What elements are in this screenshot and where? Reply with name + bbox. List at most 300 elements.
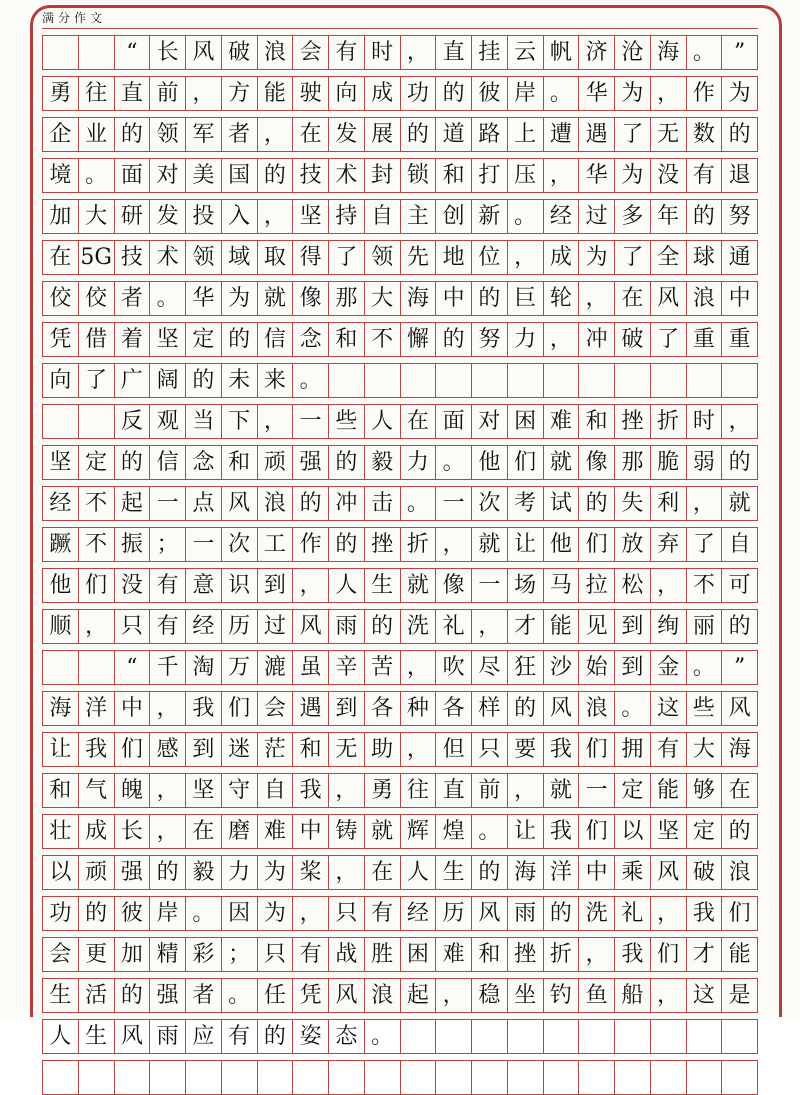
grid-cell: 战 — [329, 938, 365, 971]
grid-cell: 蹶 — [43, 528, 79, 561]
grid-cell — [329, 364, 365, 397]
grid-cell: 乘 — [615, 856, 651, 889]
grid-cell: 军 — [186, 118, 222, 151]
grid-cell: 冲 — [579, 323, 615, 356]
grid-cell: 铸 — [329, 815, 365, 848]
grid-row-cells — [42, 281, 758, 315]
grid-cell: 的 — [222, 323, 258, 356]
grid-cell: 。 — [687, 651, 723, 684]
grid-cell: ， — [472, 610, 508, 643]
grid-cell: 丽 — [687, 610, 723, 643]
grid-cell: 。 — [615, 692, 651, 725]
grid-cell: 的 — [722, 118, 758, 151]
grid-cell: 为 — [579, 241, 615, 274]
grid-cell: 只 — [258, 938, 294, 971]
grid-cell — [687, 1061, 723, 1094]
grid-cell: 信 — [258, 323, 294, 356]
grid-cell: 的 — [401, 118, 437, 151]
grid-cell: 让 — [508, 528, 544, 561]
grid-cell: 的 — [508, 692, 544, 725]
grid-cell: 对 — [150, 159, 186, 192]
grid-cell: 。 — [544, 77, 580, 110]
grid-cell: 放 — [615, 528, 651, 561]
grid-cell: 样 — [472, 692, 508, 725]
grid-cell: 为 — [258, 897, 294, 930]
grid-row-cells — [42, 1019, 758, 1053]
grid-cell: 坐 — [508, 979, 544, 1012]
grid-cell: 大 — [79, 200, 115, 233]
grid-cell: 困 — [508, 405, 544, 438]
grid-row-cells — [42, 240, 758, 274]
grid-row — [42, 520, 758, 561]
grid-cell: ， — [651, 897, 687, 930]
grid-cell: 稳 — [472, 979, 508, 1012]
grid-cell: 下 — [222, 405, 258, 438]
grid-cell: 能 — [544, 610, 580, 643]
grid-cell: 虽 — [293, 651, 329, 684]
grid-cell: 有 — [329, 36, 365, 69]
grid-cell: ， — [293, 569, 329, 602]
grid-cell: 者 — [186, 979, 222, 1012]
grid-cell — [508, 364, 544, 397]
grid-cell: 未 — [222, 364, 258, 397]
grid-cell: 们 — [651, 938, 687, 971]
grid-cell: 帆 — [544, 36, 580, 69]
grid-cell: 强 — [115, 856, 151, 889]
grid-cell: 凭 — [293, 979, 329, 1012]
grid-cell: 遇 — [579, 118, 615, 151]
grid-cell — [79, 651, 115, 684]
grid-cell: 我 — [79, 733, 115, 766]
grid-cell — [115, 1061, 151, 1094]
grid-cell — [544, 1061, 580, 1094]
grid-row — [42, 69, 758, 110]
grid-cell: ， — [508, 241, 544, 274]
grid-cell: 以 — [43, 856, 79, 889]
grid-cell: 向 — [329, 77, 365, 110]
grid-cell: 辉 — [401, 815, 437, 848]
grid-cell: 难 — [436, 938, 472, 971]
grid-cell: 绚 — [651, 610, 687, 643]
grid-cell: 球 — [687, 241, 723, 274]
grid-cell: 路 — [472, 118, 508, 151]
grid-row — [42, 233, 758, 274]
grid-cell: 经 — [186, 610, 222, 643]
grid-cell: 。 — [472, 815, 508, 848]
grid-cell: 能 — [651, 774, 687, 807]
grid-row — [42, 315, 758, 356]
grid-cell: 境 — [43, 159, 79, 192]
grid-cell: 漉 — [258, 651, 294, 684]
grid-cell: 者 — [115, 282, 151, 315]
grid-cell: 阔 — [150, 364, 186, 397]
grid-cell: 念 — [186, 446, 222, 479]
grid-cell: 的 — [115, 979, 151, 1012]
grid-row-cells — [42, 158, 758, 192]
grid-cell — [472, 1020, 508, 1053]
grid-cell: 人 — [43, 1020, 79, 1053]
grid-cell: 了 — [615, 118, 651, 151]
grid-cell: ， — [150, 774, 186, 807]
grid-cell: 桨 — [293, 856, 329, 889]
grid-cell: 风 — [329, 979, 365, 1012]
grid-cell — [79, 36, 115, 69]
grid-cell: 念 — [293, 323, 329, 356]
grid-cell: 经 — [401, 897, 437, 930]
grid-cell: 直 — [115, 77, 151, 110]
grid-cell — [722, 364, 758, 397]
grid-cell: 术 — [150, 241, 186, 274]
grid-cell: 风 — [722, 692, 758, 725]
grid-cell: 们 — [79, 569, 115, 602]
grid-cell: 和 — [293, 733, 329, 766]
grid-cell: 长 — [115, 815, 151, 848]
grid-cell: 浪 — [258, 36, 294, 69]
grid-cell: 彼 — [472, 77, 508, 110]
grid-cell: 坚 — [293, 200, 329, 233]
grid-cell: 和 — [472, 938, 508, 971]
grid-row — [42, 971, 758, 1012]
grid-cell: ， — [186, 77, 222, 110]
grid-cell: 成 — [544, 241, 580, 274]
grid-row-cells — [42, 35, 758, 69]
grid-cell: 海 — [43, 692, 79, 725]
grid-cell: 有 — [150, 569, 186, 602]
grid-cell: ， — [436, 979, 472, 1012]
grid-cell: 在 — [293, 118, 329, 151]
grid-cell — [436, 1061, 472, 1094]
grid-cell: 佼 — [79, 282, 115, 315]
grid-cell: 就 — [722, 487, 758, 520]
grid-cell: 们 — [579, 733, 615, 766]
grid-cell: 煌 — [436, 815, 472, 848]
grid-cell: 和 — [329, 323, 365, 356]
grid-cell: 国 — [222, 159, 258, 192]
grid-cell: 挂 — [472, 36, 508, 69]
grid-cell: 中 — [115, 692, 151, 725]
grid-cell: 风 — [293, 610, 329, 643]
grid-row-cells — [42, 650, 758, 684]
grid-cell — [615, 1020, 651, 1053]
grid-cell: ” — [722, 36, 758, 69]
grid-cell: 业 — [79, 118, 115, 151]
grid-cell: 那 — [329, 282, 365, 315]
grid-cell — [436, 364, 472, 397]
grid-row-cells — [42, 404, 758, 438]
grid-cell: 毅 — [186, 856, 222, 889]
grid-cell: 域 — [222, 241, 258, 274]
grid-cell: 拥 — [615, 733, 651, 766]
grid-cell: 华 — [186, 282, 222, 315]
grid-cell: ， — [508, 774, 544, 807]
grid-cell: 坚 — [43, 446, 79, 479]
grid-cell: 精 — [150, 938, 186, 971]
grid-cell: 中 — [579, 856, 615, 889]
grid-cell: 力 — [508, 323, 544, 356]
grid-cell: 和 — [436, 159, 472, 192]
grid-cell: 为 — [222, 282, 258, 315]
grid-cell: 的 — [544, 897, 580, 930]
grid-cell — [186, 1061, 222, 1094]
grid-cell: 守 — [222, 774, 258, 807]
grid-cell: 就 — [472, 528, 508, 561]
grid-cell — [722, 1061, 758, 1094]
grid-cell: 尽 — [472, 651, 508, 684]
grid-row — [42, 1012, 758, 1053]
grid-cell: 洋 — [544, 856, 580, 889]
grid-cell: 们 — [508, 446, 544, 479]
grid-cell: 有 — [222, 1020, 258, 1053]
grid-cell: 气 — [79, 774, 115, 807]
grid-cell: 们 — [722, 897, 758, 930]
grid-cell: 发 — [150, 200, 186, 233]
grid-cell: 风 — [472, 897, 508, 930]
grid-row — [42, 438, 758, 479]
grid-cell: 礼 — [436, 610, 472, 643]
grid-cell: 为 — [615, 159, 651, 192]
grid-cell: 在 — [615, 282, 651, 315]
grid-cell: 雨 — [329, 610, 365, 643]
grid-cell: 和 — [579, 405, 615, 438]
grid-cell: 自 — [722, 528, 758, 561]
grid-cell: 让 — [43, 733, 79, 766]
grid-cell: 万 — [222, 651, 258, 684]
grid-cell: 岸 — [150, 897, 186, 930]
grid-cell: 发 — [329, 118, 365, 151]
grid-cell: 。 — [436, 446, 472, 479]
grid-cell: 拉 — [579, 569, 615, 602]
grid-cell: 持 — [329, 200, 365, 233]
grid-cell — [79, 405, 115, 438]
grid-cell: 更 — [79, 938, 115, 971]
grid-cell — [508, 1020, 544, 1053]
grid-cell: 马 — [544, 569, 580, 602]
grid-cell: 到 — [615, 610, 651, 643]
grid-cell: 折 — [651, 405, 687, 438]
grid-cell — [401, 1061, 437, 1094]
grid-row-cells — [42, 855, 758, 889]
grid-cell: 一 — [150, 487, 186, 520]
grid-cell: 应 — [186, 1020, 222, 1053]
grid-cell: 自 — [258, 774, 294, 807]
grid-cell: 无 — [651, 118, 687, 151]
grid-cell — [651, 1020, 687, 1053]
grid-cell: ， — [258, 200, 294, 233]
grid-cell: 往 — [401, 774, 437, 807]
grid-cell: 松 — [615, 569, 651, 602]
grid-row-cells — [42, 773, 758, 807]
grid-cell: 工 — [258, 528, 294, 561]
grid-cell: 不 — [687, 569, 723, 602]
grid-row-cells — [42, 445, 758, 479]
grid-cell: 但 — [436, 733, 472, 766]
grid-cell: 迷 — [222, 733, 258, 766]
grid-cell: 没 — [115, 569, 151, 602]
grid-cell: 风 — [544, 692, 580, 725]
grid-cell: 们 — [115, 733, 151, 766]
grid-cell: 的 — [579, 487, 615, 520]
grid-cell: 我 — [186, 692, 222, 725]
grid-row-cells — [42, 199, 758, 233]
grid-row — [42, 1053, 758, 1094]
grid-cell: 风 — [186, 36, 222, 69]
grid-cell: 困 — [401, 938, 437, 971]
grid-cell: 的 — [687, 200, 723, 233]
grid-cell: “ — [115, 36, 151, 69]
grid-row — [42, 684, 758, 725]
grid-cell: ， — [258, 118, 294, 151]
grid-cell: 这 — [651, 692, 687, 725]
grid-cell: ， — [150, 815, 186, 848]
grid-cell: 挫 — [365, 528, 401, 561]
grid-cell: 破 — [687, 856, 723, 889]
grid-cell: 没 — [651, 159, 687, 192]
grid-cell: ， — [150, 692, 186, 725]
grid-cell: 茫 — [258, 733, 294, 766]
grid-cell: 佼 — [43, 282, 79, 315]
grid-cell — [222, 1061, 258, 1094]
grid-cell: 金 — [651, 651, 687, 684]
grid-cell: 的 — [186, 364, 222, 397]
grid-cell: 雨 — [508, 897, 544, 930]
grid-row — [42, 356, 758, 397]
grid-cell: 了 — [651, 323, 687, 356]
grid-cell: 坚 — [651, 815, 687, 848]
grid-cell: 能 — [722, 938, 758, 971]
grid-cell: 始 — [579, 651, 615, 684]
grid-cell: 他 — [472, 446, 508, 479]
grid-cell: 们 — [579, 815, 615, 848]
grid-cell: 生 — [79, 1020, 115, 1053]
grid-cell: 位 — [472, 241, 508, 274]
grid-cell: 各 — [436, 692, 472, 725]
grid-row-cells — [42, 117, 758, 151]
grid-cell: 们 — [579, 528, 615, 561]
grid-cell: 识 — [222, 569, 258, 602]
grid-cell: 术 — [329, 159, 365, 192]
grid-cell: 风 — [222, 487, 258, 520]
grid-cell: 云 — [508, 36, 544, 69]
grid-cell: 沧 — [615, 36, 651, 69]
grid-cell: 了 — [615, 241, 651, 274]
grid-cell: 种 — [401, 692, 437, 725]
grid-cell: 的 — [115, 446, 151, 479]
grid-cell: 时 — [687, 405, 723, 438]
grid-cell: 像 — [579, 446, 615, 479]
grid-row-cells — [42, 814, 758, 848]
grid-cell: 为 — [615, 77, 651, 110]
grid-cell — [329, 1061, 365, 1094]
grid-cell — [722, 1020, 758, 1053]
grid-cell: 折 — [401, 528, 437, 561]
grid-row — [42, 889, 758, 930]
grid-cell: 淘 — [186, 651, 222, 684]
grid-cell: 有 — [687, 159, 723, 192]
grid-cell: 向 — [43, 364, 79, 397]
grid-cell: 的 — [472, 856, 508, 889]
grid-cell: 历 — [436, 897, 472, 930]
grid-cell: 勇 — [365, 774, 401, 807]
grid-cell — [508, 1061, 544, 1094]
grid-cell — [544, 364, 580, 397]
grid-row-cells — [42, 1060, 758, 1094]
grid-cell: 投 — [186, 200, 222, 233]
grid-cell: 到 — [615, 651, 651, 684]
grid-row — [42, 766, 758, 807]
grid-cell: 难 — [258, 815, 294, 848]
grid-row — [42, 725, 758, 766]
grid-cell: 的 — [472, 282, 508, 315]
grid-cell: 驶 — [293, 77, 329, 110]
grid-cell: 海 — [722, 733, 758, 766]
grid-cell: ， — [258, 405, 294, 438]
grid-cell: 轮 — [544, 282, 580, 315]
grid-cell: 些 — [687, 692, 723, 725]
grid-cell — [472, 1061, 508, 1094]
grid-cell: 人 — [365, 405, 401, 438]
grid-cell: 洋 — [79, 692, 115, 725]
grid-cell: ， — [436, 528, 472, 561]
grid-cell: 到 — [186, 733, 222, 766]
grid-cell: 先 — [401, 241, 437, 274]
grid-cell: 我 — [544, 815, 580, 848]
grid-cell: 借 — [79, 323, 115, 356]
grid-cell: 人 — [329, 569, 365, 602]
grid-row — [42, 479, 758, 520]
grid-cell: 得 — [293, 241, 329, 274]
grid-row — [42, 151, 758, 192]
grid-cell: 力 — [222, 856, 258, 889]
grid-cell: 沙 — [544, 651, 580, 684]
grid-row-cells — [42, 568, 758, 602]
grid-cell: 懈 — [401, 323, 437, 356]
grid-cell: 成 — [365, 77, 401, 110]
grid-cell: 是 — [722, 979, 758, 1012]
grid-cell: 态 — [329, 1020, 365, 1053]
grid-cell — [365, 1061, 401, 1094]
grid-cell: 振 — [115, 528, 151, 561]
grid-cell: 时 — [365, 36, 401, 69]
grid-cell: 坚 — [150, 323, 186, 356]
grid-cell: 到 — [258, 569, 294, 602]
grid-cell: 定 — [687, 815, 723, 848]
grid-cell — [544, 1020, 580, 1053]
grid-cell: 任 — [258, 979, 294, 1012]
grid-cell: 洗 — [579, 897, 615, 930]
grid-cell: 上 — [508, 118, 544, 151]
grid-cell: 在 — [43, 241, 79, 274]
grid-cell: 会 — [43, 938, 79, 971]
grid-cell: 坚 — [186, 774, 222, 807]
grid-cell: 加 — [43, 200, 79, 233]
grid-cell: 反 — [115, 405, 151, 438]
grid-cell — [43, 651, 79, 684]
grid-cell: 往 — [79, 77, 115, 110]
grid-cell: 重 — [722, 323, 758, 356]
grid-cell: 。 — [365, 1020, 401, 1053]
grid-cell: 强 — [150, 979, 186, 1012]
grid-cell: 利 — [651, 487, 687, 520]
grid-cell: 美 — [186, 159, 222, 192]
grid-cell: 了 — [687, 528, 723, 561]
grid-cell: 折 — [544, 938, 580, 971]
grid-cell: 千 — [150, 651, 186, 684]
grid-cell — [615, 364, 651, 397]
grid-cell: 。 — [687, 36, 723, 69]
grid-row-cells — [42, 978, 758, 1012]
grid-cell: 巨 — [508, 282, 544, 315]
grid-cell: 努 — [472, 323, 508, 356]
